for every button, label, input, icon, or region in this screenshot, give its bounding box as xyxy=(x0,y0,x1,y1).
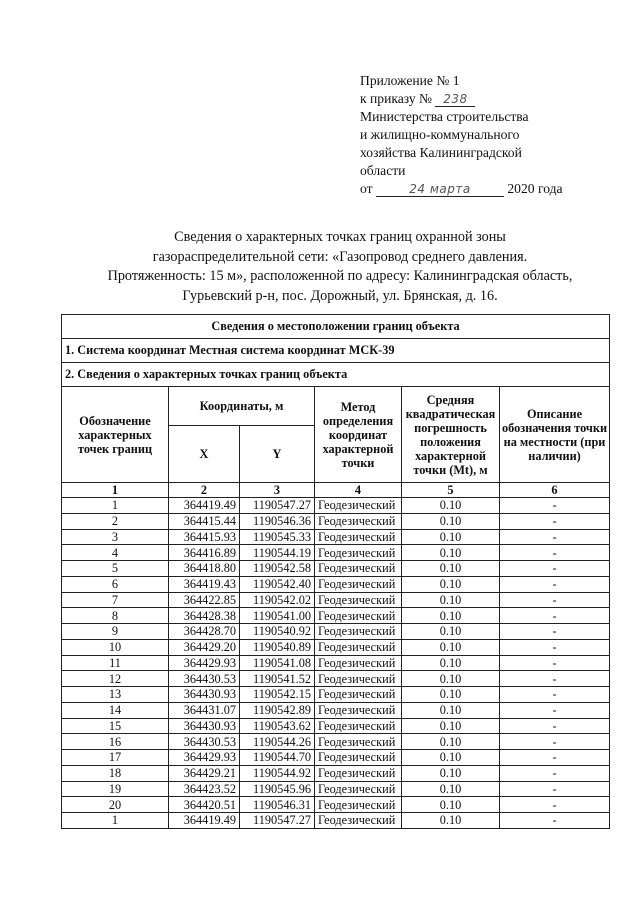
order-prefix: к приказу № xyxy=(360,91,433,106)
date-field xyxy=(376,182,504,197)
y-coordinate-cell: 1190547.27 xyxy=(240,813,315,829)
table-row xyxy=(62,592,610,608)
error-cell: 0.10 xyxy=(402,608,500,624)
method-cell: Геодезический xyxy=(315,813,402,829)
column-number: 3 xyxy=(240,483,315,498)
error-cell: 0.10 xyxy=(402,561,500,577)
x-coordinate-cell: 364419.43 xyxy=(169,576,240,592)
x-coordinate-cell: 364429.93 xyxy=(169,655,240,671)
method-cell: Геодезический xyxy=(315,734,402,750)
header-coordinates: Координаты, м xyxy=(169,387,315,426)
y-coordinate-cell: 1190541.00 xyxy=(240,608,315,624)
error-cell: 0.10 xyxy=(402,702,500,718)
appendix-block xyxy=(360,72,610,198)
y-coordinate-cell: 1190541.08 xyxy=(240,655,315,671)
point-number-cell: 15 xyxy=(62,718,169,734)
point-number-cell: 11 xyxy=(62,655,169,671)
error-cell: 0.10 xyxy=(402,765,500,781)
method-cell: Геодезический xyxy=(315,765,402,781)
error-cell: 0.10 xyxy=(402,671,500,687)
description-cell: - xyxy=(500,655,610,671)
order-date xyxy=(360,180,610,198)
x-coordinate-cell: 364416.89 xyxy=(169,545,240,561)
table-row xyxy=(62,498,610,514)
table-row xyxy=(62,687,610,703)
point-number-cell: 17 xyxy=(62,750,169,766)
table-row xyxy=(62,781,610,797)
error-cell: 0.10 xyxy=(402,781,500,797)
column-number: 6 xyxy=(500,483,610,498)
x-coordinate-cell: 364422.85 xyxy=(169,592,240,608)
table-row xyxy=(62,608,610,624)
x-coordinate-cell: 364415.44 xyxy=(169,513,240,529)
description-cell: - xyxy=(500,718,610,734)
column-number: 4 xyxy=(315,483,402,498)
x-coordinate-cell: 364430.53 xyxy=(169,734,240,750)
column-number: 5 xyxy=(402,483,500,498)
error-cell: 0.10 xyxy=(402,750,500,766)
x-coordinate-cell: 364430.93 xyxy=(169,718,240,734)
x-coordinate-cell: 364429.20 xyxy=(169,639,240,655)
method-cell: Геодезический xyxy=(315,608,402,624)
description-cell: - xyxy=(500,576,610,592)
point-number-cell: 16 xyxy=(62,734,169,750)
description-cell: - xyxy=(500,781,610,797)
point-number-cell: 10 xyxy=(62,639,169,655)
header-point-designation: Обозначение характерных точек границ xyxy=(62,387,169,483)
order-reference xyxy=(360,90,610,108)
description-cell: - xyxy=(500,687,610,703)
point-number-cell: 4 xyxy=(62,545,169,561)
point-number-cell: 2 xyxy=(62,513,169,529)
error-cell: 0.10 xyxy=(402,718,500,734)
x-coordinate-cell: 364429.93 xyxy=(169,750,240,766)
point-number-cell: 1 xyxy=(62,813,169,829)
error-cell: 0.10 xyxy=(402,498,500,514)
point-number-cell: 5 xyxy=(62,561,169,577)
point-number-cell: 6 xyxy=(62,576,169,592)
table-row xyxy=(62,624,610,640)
point-number-cell: 7 xyxy=(62,592,169,608)
y-coordinate-cell: 1190546.36 xyxy=(240,513,315,529)
x-coordinate-cell: 364430.53 xyxy=(169,671,240,687)
method-cell: Геодезический xyxy=(315,797,402,813)
table-row xyxy=(62,655,610,671)
header-x: X xyxy=(169,426,240,483)
y-coordinate-cell: 1190546.31 xyxy=(240,797,315,813)
heading-line-3: Протяженность: 15 м», расположенной по адресу: Калининградская область, xyxy=(107,268,573,284)
y-coordinate-cell: 1190542.02 xyxy=(240,592,315,608)
x-coordinate-cell: 364415.93 xyxy=(169,529,240,545)
point-number-cell: 13 xyxy=(62,687,169,703)
date-handwritten: 24 марта xyxy=(409,182,471,196)
error-cell: 0.10 xyxy=(402,797,500,813)
point-number-cell: 1 xyxy=(62,498,169,514)
y-coordinate-cell: 1190544.26 xyxy=(240,734,315,750)
description-cell: - xyxy=(500,750,610,766)
y-coordinate-cell: 1190540.92 xyxy=(240,624,315,640)
date-suffix: 2020 года xyxy=(507,181,563,196)
method-cell: Геодезический xyxy=(315,545,402,561)
description-cell: - xyxy=(500,797,610,813)
x-coordinate-cell: 364431.07 xyxy=(169,702,240,718)
error-cell: 0.10 xyxy=(402,592,500,608)
table-row xyxy=(62,576,610,592)
description-cell: - xyxy=(500,639,610,655)
x-coordinate-cell: 364429.21 xyxy=(169,765,240,781)
y-coordinate-cell: 1190541.52 xyxy=(240,671,315,687)
x-coordinate-cell: 364419.49 xyxy=(169,813,240,829)
header-method: Метод определения координат характерной точки xyxy=(315,387,402,483)
error-cell: 0.10 xyxy=(402,513,500,529)
y-coordinate-cell: 1190542.89 xyxy=(240,702,315,718)
method-cell: Геодезический xyxy=(315,639,402,655)
method-cell: Геодезический xyxy=(315,702,402,718)
error-cell: 0.10 xyxy=(402,687,500,703)
document-heading xyxy=(60,228,620,306)
error-cell: 0.10 xyxy=(402,545,500,561)
description-cell: - xyxy=(500,608,610,624)
order-number-field xyxy=(435,92,475,107)
x-coordinate-cell: 364418.80 xyxy=(169,561,240,577)
coordinate-system: 1. Система координат Местная система координат МСК-39 xyxy=(62,339,610,363)
point-number-cell: 3 xyxy=(62,529,169,545)
point-number-cell: 19 xyxy=(62,781,169,797)
point-number-cell: 9 xyxy=(62,624,169,640)
date-prefix: от xyxy=(360,181,373,196)
heading-line-1: Сведения о характерных точках границ охранной зоны xyxy=(174,229,506,245)
method-cell: Геодезический xyxy=(315,561,402,577)
y-coordinate-cell: 1190542.58 xyxy=(240,561,315,577)
x-coordinate-cell: 364430.93 xyxy=(169,687,240,703)
method-cell: Геодезический xyxy=(315,592,402,608)
table-row xyxy=(62,702,610,718)
y-coordinate-cell: 1190544.70 xyxy=(240,750,315,766)
y-coordinate-cell: 1190544.19 xyxy=(240,545,315,561)
description-cell: - xyxy=(500,545,610,561)
boundary-points-table xyxy=(61,314,610,829)
description-cell: - xyxy=(500,624,610,640)
point-number-cell: 20 xyxy=(62,797,169,813)
error-cell: 0.10 xyxy=(402,734,500,750)
table-row xyxy=(62,765,610,781)
description-cell: - xyxy=(500,498,610,514)
y-coordinate-cell: 1190543.62 xyxy=(240,718,315,734)
x-coordinate-cell: 364419.49 xyxy=(169,498,240,514)
table-row xyxy=(62,671,610,687)
ministry-line-3: хозяйства Калининградской xyxy=(360,145,522,160)
x-coordinate-cell: 364428.70 xyxy=(169,624,240,640)
column-number: 2 xyxy=(169,483,240,498)
table-row xyxy=(62,513,610,529)
table-row xyxy=(62,734,610,750)
table-row xyxy=(62,529,610,545)
ministry-line-1: Министерства строительства xyxy=(360,109,529,124)
table-row xyxy=(62,797,610,813)
y-coordinate-cell: 1190545.96 xyxy=(240,781,315,797)
y-coordinate-cell: 1190542.15 xyxy=(240,687,315,703)
description-cell: - xyxy=(500,734,610,750)
point-number-cell: 14 xyxy=(62,702,169,718)
y-coordinate-cell: 1190545.33 xyxy=(240,529,315,545)
y-coordinate-cell: 1190544.92 xyxy=(240,765,315,781)
description-cell: - xyxy=(500,813,610,829)
method-cell: Геодезический xyxy=(315,750,402,766)
method-cell: Геодезический xyxy=(315,529,402,545)
heading-line-2: газораспределительной сети: «Газопровод среднего давления. xyxy=(152,248,528,265)
table-row xyxy=(62,639,610,655)
error-cell: 0.10 xyxy=(402,576,500,592)
ministry-line-2: и жилищно-коммунального xyxy=(360,127,520,142)
column-number: 1 xyxy=(62,483,169,498)
error-cell: 0.10 xyxy=(402,655,500,671)
method-cell: Геодезический xyxy=(315,655,402,671)
x-coordinate-cell: 364423.52 xyxy=(169,781,240,797)
error-cell: 0.10 xyxy=(402,529,500,545)
table-row xyxy=(62,750,610,766)
error-cell: 0.10 xyxy=(402,624,500,640)
method-cell: Геодезический xyxy=(315,687,402,703)
appendix-title: Приложение № 1 xyxy=(360,73,460,88)
error-cell: 0.10 xyxy=(402,813,500,829)
description-cell: - xyxy=(500,529,610,545)
error-cell: 0.10 xyxy=(402,639,500,655)
table-row xyxy=(62,545,610,561)
description-cell: - xyxy=(500,702,610,718)
method-cell: Геодезический xyxy=(315,513,402,529)
table-row xyxy=(62,718,610,734)
table-row xyxy=(62,561,610,577)
method-cell: Геодезический xyxy=(315,624,402,640)
order-number-handwritten: 238 xyxy=(443,92,468,106)
table-row xyxy=(62,813,610,829)
header-description: Описание обозначения точки на местности (при наличии) xyxy=(500,387,610,483)
description-cell: - xyxy=(500,671,610,687)
description-cell: - xyxy=(500,561,610,577)
y-coordinate-cell: 1190542.40 xyxy=(240,576,315,592)
method-cell: Геодезический xyxy=(315,671,402,687)
point-number-cell: 12 xyxy=(62,671,169,687)
points-section-title: 2. Сведения о характерных точках границ объекта xyxy=(62,363,610,387)
point-number-cell: 18 xyxy=(62,765,169,781)
section-title: Сведения о местоположении границ объекта xyxy=(62,315,610,339)
method-cell: Геодезический xyxy=(315,718,402,734)
point-number-cell: 8 xyxy=(62,608,169,624)
y-coordinate-cell: 1190540.89 xyxy=(240,639,315,655)
ministry-line-4: области xyxy=(360,163,406,178)
method-cell: Геодезический xyxy=(315,576,402,592)
description-cell: - xyxy=(500,765,610,781)
table-body xyxy=(62,498,610,829)
method-cell: Геодезический xyxy=(315,498,402,514)
description-cell: - xyxy=(500,592,610,608)
header-y: Y xyxy=(240,426,315,483)
header-error: Средняя квадратическая погрешность положения характерной точки (Mt), м xyxy=(402,387,500,483)
column-numbers-row xyxy=(62,483,610,498)
description-cell: - xyxy=(500,513,610,529)
method-cell: Геодезический xyxy=(315,781,402,797)
heading-line-4: Гурьевский р-н, пос. Дорожный, ул. Брянская, д. 16. xyxy=(182,287,498,304)
x-coordinate-cell: 364428.38 xyxy=(169,608,240,624)
x-coordinate-cell: 364420.51 xyxy=(169,797,240,813)
y-coordinate-cell: 1190547.27 xyxy=(240,498,315,514)
